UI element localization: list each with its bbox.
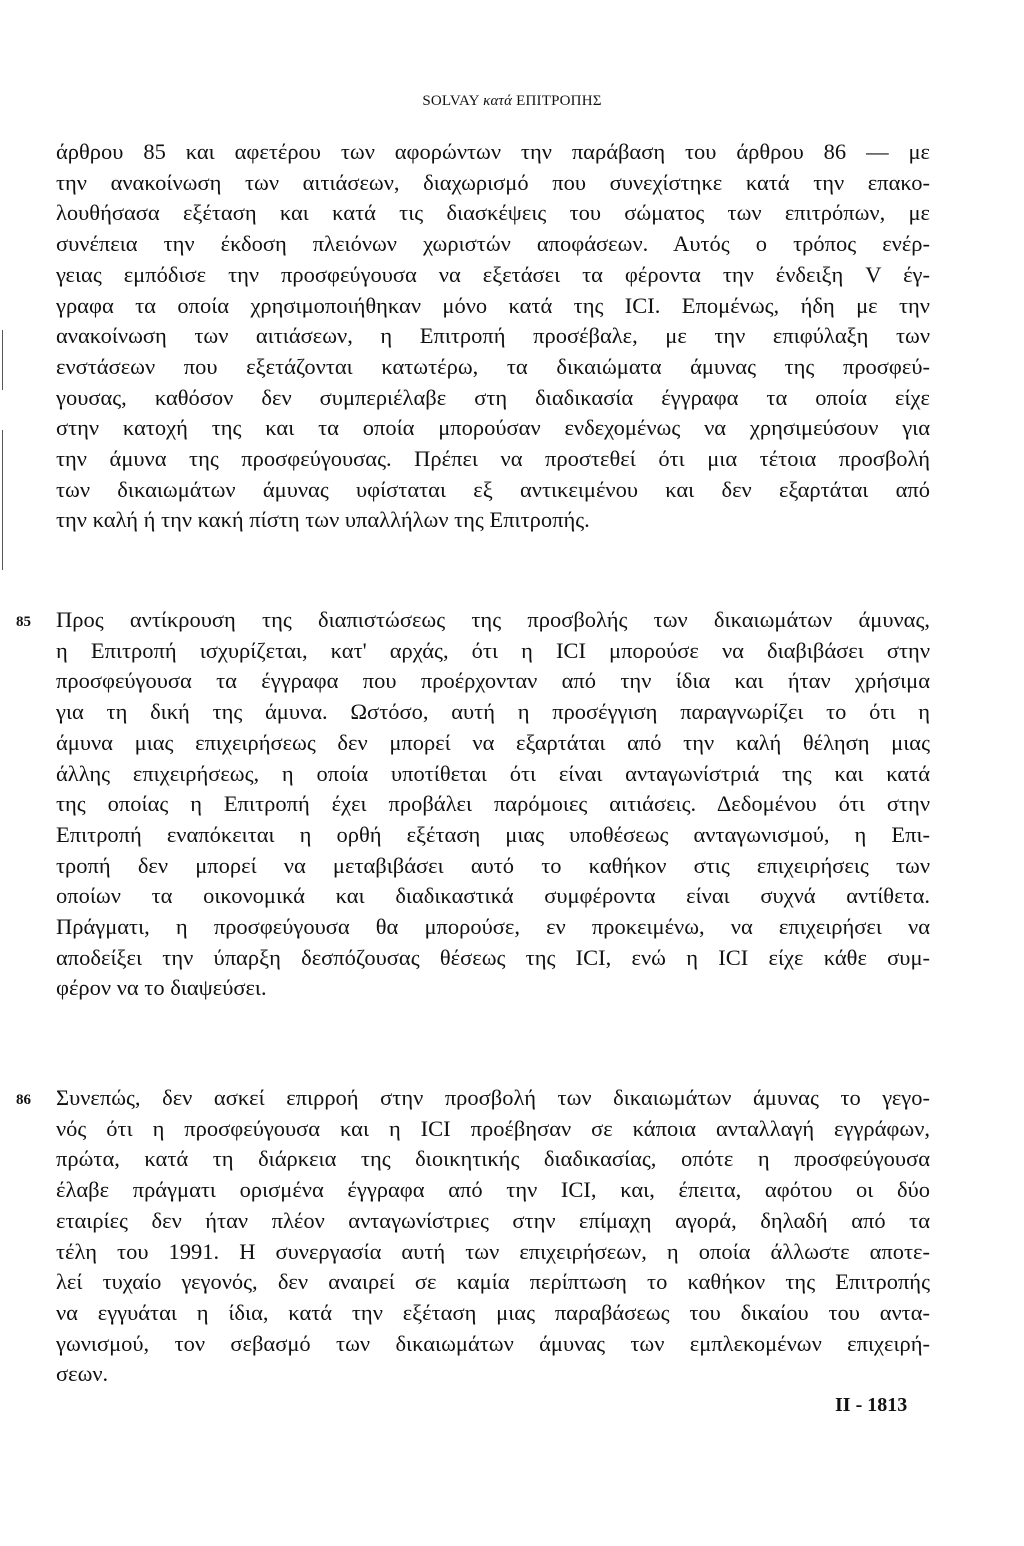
text-line: Επιτροπή εναπόκειται η ορθή εξέταση μιας υποθέσεως ανταγωνισμού, η Επι- xyxy=(56,821,930,847)
text-line: την ανακοίνωση των αιτιάσεων, διαχωρισμό που συνεχίστηκε κατά την επακο- xyxy=(56,169,930,195)
text-line: της οποίας η Επιτροπή έχει προβάλει παρόμοιες αιτιάσεις. Δεδομένου ότι στην xyxy=(56,791,930,817)
paragraph-number: 85 xyxy=(16,614,31,630)
text-line: των δικαιωμάτων άμυνας υφίσταται εξ αντικειμένου και δεν εξαρτάται από xyxy=(56,476,930,502)
text-line: την καλή ή την κακή πίστη των υπαλλήλων της Επιτροπής. xyxy=(56,507,590,533)
text-line: τροπή δεν μπορεί να μεταβιβάσει αυτό το καθήκον στις επιχειρήσεις των xyxy=(56,852,930,878)
text-line: γωνισμού, τον σεβασμό των δικαιωμάτων άμυνας των εμπλεκομένων επιχειρή- xyxy=(56,1330,930,1356)
text-line: συνέπεια την έκδοση πλειόνων χωριστών αποφάσεων. Αυτός ο τρόπος ενέρ- xyxy=(56,231,930,257)
text-line: ανακοίνωση των αιτιάσεων, η Επιτροπή προσέβαλε, με την επιφύλαξη των xyxy=(56,323,930,349)
text-line: Προς αντίκρουση της διαπιστώσεως της προσβολής των δικαιωμάτων άμυνας, xyxy=(56,607,930,632)
text-line: έλαβε πράγματι ορισμένα έγγραφα από την ICI, και, έπειτα, αφότου οι δύο xyxy=(56,1177,930,1203)
running-header-case: SOLVAY xyxy=(422,93,480,109)
text-line: γουσας, καθόσον δεν συμπεριέλαβε στη διαδικασία έγγραφα τα οποία είχε xyxy=(56,384,930,410)
text-line: Συνεπώς, δεν ασκεί επιρροή στην προσβολή των δικαιωμάτων άμυνας το γεγο- xyxy=(56,1085,930,1110)
text-line: για τη δική της άμυνα. Ωστόσο, αυτή η προσέγγιση παραγνωρίζει το ότι η xyxy=(56,699,930,725)
text-line: ενστάσεων που εξετάζονται κατωτέρω, τα δικαιώματα άμυνας της προσφεύ- xyxy=(56,353,930,379)
text-line: τέλη του 1991. Η συνεργασία αυτή των επιχειρήσεων, η οποία άλλωστε αποτε- xyxy=(56,1238,930,1264)
text-line: γραφα τα οποία χρησιμοποιήθηκαν μόνο κατά της ICI. Επομένως, ήδη με την xyxy=(56,292,930,318)
text-line: οποίων τα οικονομικά και διαδικαστικά συμφέροντα είναι συχνά αντίθετα. xyxy=(56,883,930,909)
text-line: η Επιτροπή ισχυρίζεται, κατ' αρχάς, ότι η ICI μπορούσε να διαβιβάσει στην xyxy=(56,637,930,663)
paragraph-86 xyxy=(56,1083,930,1390)
page-number: II - 1813 xyxy=(835,1394,908,1416)
scan-margin-mark xyxy=(2,330,3,390)
text-line: αποδείξει την ύπαρξη δεσπόζουσας θέσεως της ICI, ενώ η ICI είχε κάθε συμ- xyxy=(56,944,930,970)
text-line: να εγγυάται η ίδια, κατά την εξέταση μιας παραβάσεως του δικαίου του αντα- xyxy=(56,1299,930,1325)
text-line: στην κατοχή της και τα οποία μπορούσαν ενδεχομένως να χρησιμεύσουν για xyxy=(56,415,930,441)
running-header xyxy=(0,93,1024,110)
text-line: την άμυνα της προσφεύγουσας. Πρέπει να προστεθεί ότι μια τέτοια προσβολή xyxy=(56,446,930,472)
text-line: σεων. xyxy=(56,1361,109,1387)
text-line: λεί τυχαίο γεγονός, δεν αναιρεί σε καμία περίπτωση το καθήκον της Επιτροπής xyxy=(56,1269,930,1295)
text-line: άμυνα μιας επιχειρήσεως δεν μπορεί να εξαρτάται από την καλή θέληση μιας xyxy=(56,729,930,755)
text-line: λουθήσασα εξέταση και κατά τις διασκέψεις του σώματος των επιτρόπων, με xyxy=(56,200,930,226)
running-header-versus: κατά xyxy=(483,93,513,109)
text-line: φέρον να το διαψεύσει. xyxy=(56,975,267,1001)
running-header-party: ΕΠΙΤΡΟΠΗΣ xyxy=(516,93,602,109)
text-line: εταιρίες δεν ήταν πλέον ανταγωνίστριες στην επίμαχη αγορά, δηλαδή από τα xyxy=(56,1207,930,1233)
text-line: άλλης επιχειρήσεως, η οποία υποτίθεται ότι είναι ανταγωνίστριά της και κατά xyxy=(56,760,930,786)
text-line: προσφεύγουσα τα έγγραφα που προέρχονταν από την ίδια και ήταν χρήσιμα xyxy=(56,668,930,694)
text-line: γειας εμπόδισε την προσφεύγουσα να εξετάσει τα φέροντα την ένδειξη V έγ- xyxy=(56,261,930,287)
text-line: Πράγματι, η προσφεύγουσα θα μπορούσε, εν προκειμένω, να επιχειρήσει να xyxy=(56,914,930,940)
paragraph-85 xyxy=(56,605,930,1004)
text-line: άρθρου 85 και αφετέρου των αφορώντων την παράβαση του άρθρου 86 — με xyxy=(56,139,930,164)
text-line: πρώτα, κατά τη διάρκεια της διοικητικής διαδικασίας, οπότε η προσφεύγουσα xyxy=(56,1146,930,1172)
paragraph-number: 86 xyxy=(16,1092,31,1108)
text-line: νός ότι η προσφεύγουσα και η ICI προέβησαν σε κάποια ανταλλαγή εγγράφων, xyxy=(56,1115,930,1141)
scan-margin-mark xyxy=(2,430,3,570)
paragraph-continuation xyxy=(56,137,930,536)
